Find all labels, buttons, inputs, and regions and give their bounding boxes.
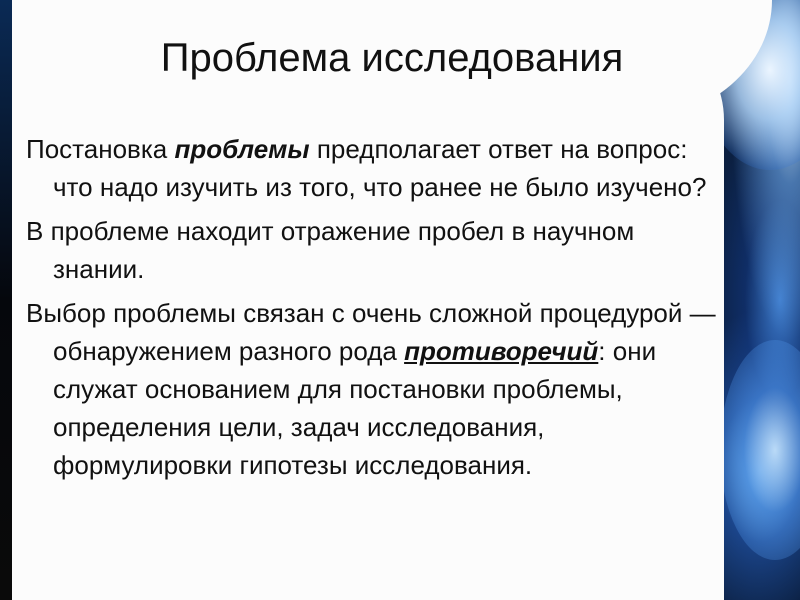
paragraph-text: Постановка — [26, 134, 175, 164]
emphasis-text: противоречий — [404, 336, 599, 366]
paragraph-problem-statement — [26, 130, 716, 206]
emphasis-text: проблемы — [174, 134, 310, 164]
paragraph-text: Выбор проблемы связан с очень сложной процедурой — обнаружением разного рода — [26, 298, 716, 366]
slide-body — [26, 130, 716, 490]
background-edge — [0, 0, 12, 600]
paragraph-text: предполагает ответ на вопрос: что надо изучить из того, что ранее не было изучено? — [53, 134, 707, 202]
paragraph-contradictions — [26, 294, 716, 484]
background-glow-bottom — [720, 340, 800, 560]
paragraph-knowledge-gap — [26, 212, 716, 288]
paragraph-text: : они служат основанием для постановки проблемы, определения цели, задач исследования, формулировки гипотезы исследования. — [53, 336, 657, 480]
paragraph-text: В проблеме находит отражение пробел в научном знании. — [26, 216, 635, 284]
slide-title: Проблема исследования — [160, 36, 624, 80]
